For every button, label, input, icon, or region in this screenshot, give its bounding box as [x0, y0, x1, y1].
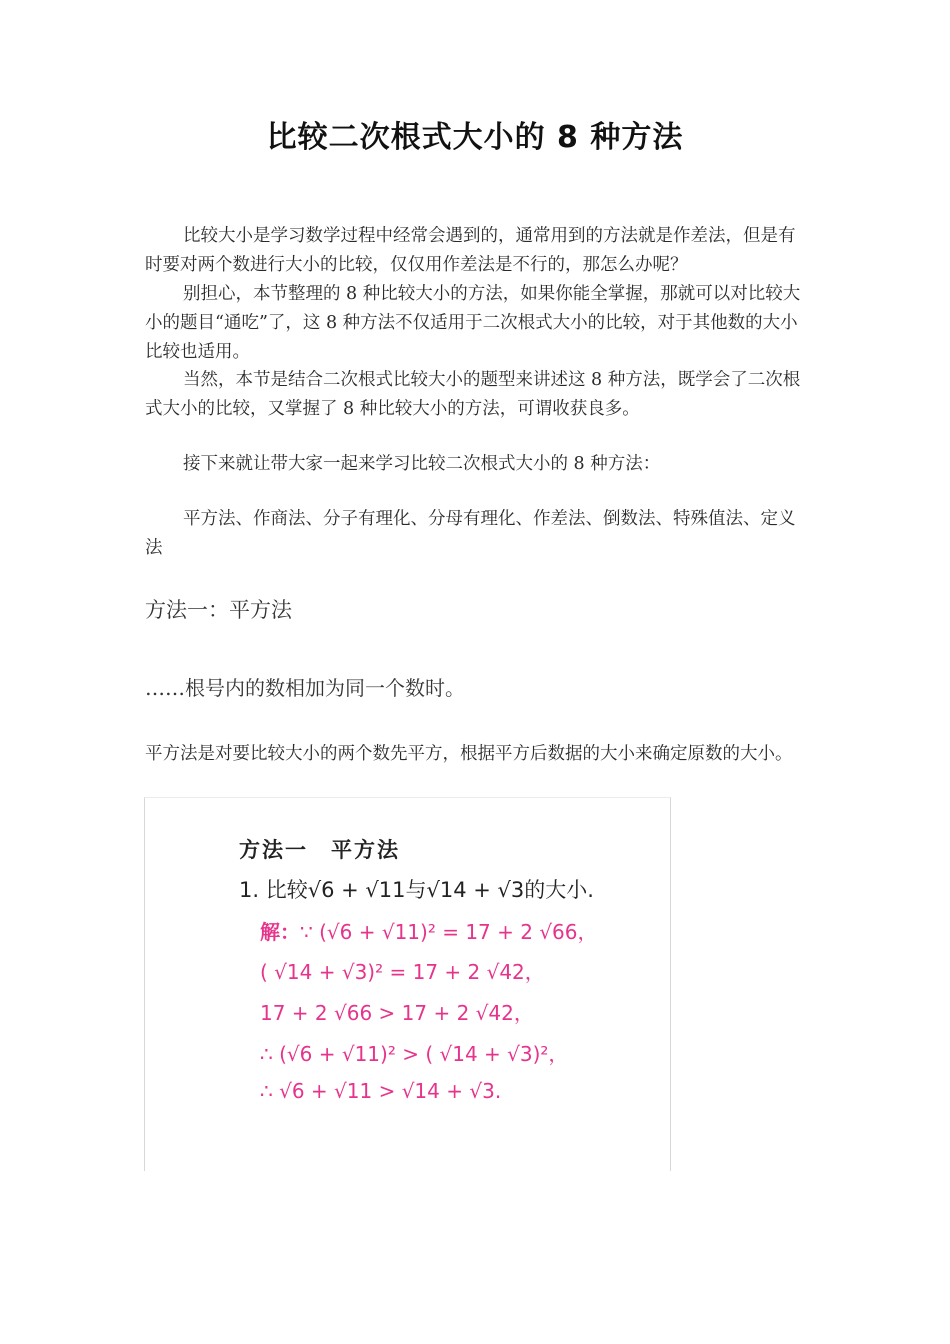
solution-line-5: ∴ √6 + √11 > √14 + √3. [260, 1079, 502, 1103]
figure-question: 1. 比较√6 + √11与√14 + √3的大小. [239, 878, 594, 902]
figure-heading: 方法一 平方法 [239, 838, 400, 862]
page-title: 比较二次根式大小的 8 种方法 [266, 120, 684, 155]
method1-description: 平方法是对要比较大小的两个数先平方，根据平方后数据的大小来确定原数的大小。 [145, 744, 793, 764]
solution-line-4: ∴ (√6 + √11)² > ( √14 + √3)²， [260, 1042, 569, 1066]
method1-heading: 方法一：平方法 [145, 598, 292, 622]
intro-paragraph-4: 接下来就让带大家一起来学习比较二次根式大小的 8 种方法： [183, 454, 661, 474]
intro-paragraph-1: 比较大小是学习数学过程中经常会遇到的，通常用到的方法就是作差法，但是有时要对两个数进行大小的比较，仅仅用作差法是不行的，那怎么办呢？ [145, 226, 796, 275]
intro-paragraph-2: 别担心，本节整理的 8 种比较大小的方法，如果你能全掌握，那就可以对比较大小的题目“通吃”了，这 8 种方法不仅适用于二次根式大小的比较，对于其他数的大小比较也适用。 [145, 284, 801, 362]
solution-text-1: ∵ (√6 + √11)² = 17 + 2 √66， [300, 920, 598, 944]
solution-line-1 [260, 916, 598, 945]
solution-line-2: ( √14 + √3)² = 17 + 2 √42， [260, 960, 545, 984]
example-figure [144, 797, 671, 1171]
method-list-paragraph: 平方法、作商法、分子有理化、分母有理化、作差法、倒数法、特殊值法、定义法 [145, 509, 796, 558]
method1-condition: ……根号内的数相加为同一个数时。 [145, 676, 465, 700]
intro-paragraph-3: 当然，本节是结合二次根式比较大小的题型来讲述这 8 种方法，既学会了二次根式大小的比较，又掌握了 8 种比较大小的方法，可谓收获良多。 [145, 370, 801, 419]
solution-line-3: 17 + 2 √66 > 17 + 2 √42， [260, 1001, 534, 1025]
solution-label: 解： [260, 920, 300, 944]
